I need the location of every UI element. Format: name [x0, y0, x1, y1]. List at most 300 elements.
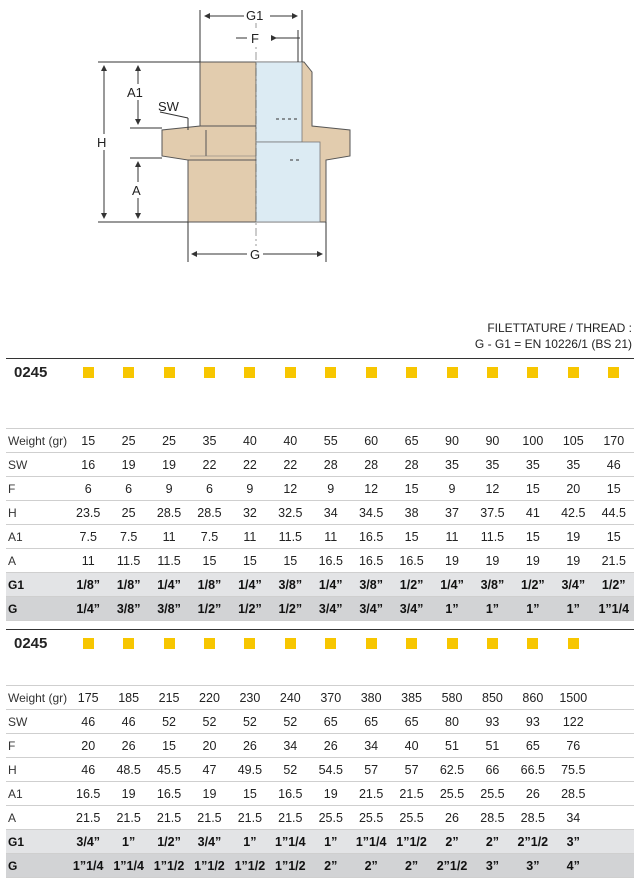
table-cell: 3/8”	[270, 573, 310, 597]
table-cell: 26	[108, 734, 148, 758]
table-cell: 47	[189, 758, 229, 782]
availability-marker	[527, 367, 538, 378]
table-row	[6, 830, 634, 854]
table-cell: 51	[472, 734, 512, 758]
table-cell: 25	[149, 429, 189, 453]
table-cell: 19	[108, 782, 148, 806]
code-row	[6, 360, 634, 384]
availability-marker	[366, 367, 377, 378]
table-cell: 16.5	[149, 782, 189, 806]
table-cell: 46	[108, 710, 148, 734]
table-cell: 90	[472, 429, 512, 453]
table-cell: 75.5	[553, 758, 593, 782]
table-cell: 1/2”	[593, 573, 634, 597]
empty-cell	[593, 854, 634, 878]
availability-cell	[472, 360, 512, 384]
dimension-table-1	[6, 360, 634, 621]
availability-marker	[568, 367, 579, 378]
table-cell: 12	[351, 477, 391, 501]
availability-cell	[351, 360, 391, 384]
table-cell: 6	[68, 477, 108, 501]
table-row	[6, 429, 634, 453]
table-cell: 15	[391, 477, 431, 501]
table-cell: 3/8”	[472, 573, 512, 597]
table-cell: 1”1/4	[270, 830, 310, 854]
availability-marker	[568, 638, 579, 649]
availability-marker	[487, 638, 498, 649]
table-cell: 16.5	[351, 549, 391, 573]
table-cell: 26	[513, 782, 553, 806]
row-label: SW	[6, 710, 68, 734]
table-cell: 28.5	[189, 501, 229, 525]
empty-cell	[593, 830, 634, 854]
table-cell: 37	[432, 501, 472, 525]
table-cell: 3/4”	[68, 830, 108, 854]
availability-cell	[68, 360, 108, 384]
table-cell: 11	[311, 525, 351, 549]
availability-cell	[149, 631, 189, 655]
thread-note	[475, 320, 632, 352]
table-cell: 66.5	[513, 758, 553, 782]
availability-marker	[608, 367, 619, 378]
table-row	[6, 477, 634, 501]
table-cell: 19	[149, 453, 189, 477]
table-row	[6, 501, 634, 525]
table-cell: 52	[270, 758, 310, 782]
dimension-table-2	[6, 631, 634, 878]
table-cell: 15	[189, 549, 229, 573]
availability-marker	[487, 367, 498, 378]
availability-marker	[406, 638, 417, 649]
table-cell: 15	[391, 525, 431, 549]
table-cell: 42.5	[553, 501, 593, 525]
row-label: H	[6, 758, 68, 782]
table-cell: 46	[68, 758, 108, 782]
table-cell: 40	[391, 734, 431, 758]
table-cell: 35	[553, 453, 593, 477]
availability-marker	[164, 367, 175, 378]
table-cell: 6	[108, 477, 148, 501]
table-cell: 1/8”	[108, 573, 148, 597]
table-cell: 35	[472, 453, 512, 477]
table-cell: 46	[68, 710, 108, 734]
dim-label-a: A	[132, 183, 141, 198]
table-cell: 19	[513, 549, 553, 573]
table-cell: 16.5	[270, 782, 310, 806]
availability-marker	[406, 367, 417, 378]
table-cell: 21.5	[230, 806, 270, 830]
spacer-cell	[6, 384, 634, 429]
availability-marker	[325, 367, 336, 378]
empty-cell	[593, 806, 634, 830]
availability-cell	[108, 631, 148, 655]
table-cell: 15	[593, 525, 634, 549]
table-cell: 20	[189, 734, 229, 758]
table-cell: 21.5	[270, 806, 310, 830]
table-cell: 38	[391, 501, 431, 525]
table-cell: 22	[270, 453, 310, 477]
table-cell: 1”	[230, 830, 270, 854]
table-cell: 175	[68, 686, 108, 710]
table-cell: 3/8”	[108, 597, 148, 621]
table-cell: 57	[351, 758, 391, 782]
table-cell: 52	[149, 710, 189, 734]
table-cell: 1/4”	[68, 597, 108, 621]
table-cell: 25.5	[472, 782, 512, 806]
availability-marker	[366, 638, 377, 649]
table-cell: 11.5	[270, 525, 310, 549]
table-cell: 122	[553, 710, 593, 734]
availability-cell	[472, 631, 512, 655]
table-cell: 40	[230, 429, 270, 453]
table-cell: 65	[391, 710, 431, 734]
table-cell: 1”1/2	[149, 854, 189, 878]
table-cell: 22	[189, 453, 229, 477]
availability-cell	[432, 631, 472, 655]
availability-cell	[553, 631, 593, 655]
table-row	[6, 453, 634, 477]
table-cell: 62.5	[432, 758, 472, 782]
empty-cell	[593, 782, 634, 806]
availability-marker	[325, 638, 336, 649]
availability-cell	[270, 360, 310, 384]
table-cell: 34	[270, 734, 310, 758]
table-cell: 185	[108, 686, 148, 710]
table-cell: 80	[432, 710, 472, 734]
availability-cell	[593, 360, 634, 384]
table-cell: 1/8”	[189, 573, 229, 597]
table-cell: 28.5	[553, 782, 593, 806]
table-cell: 19	[553, 525, 593, 549]
availability-cell	[230, 631, 270, 655]
table-cell: 11	[68, 549, 108, 573]
table-cell: 3/4”	[189, 830, 229, 854]
table-cell: 1500	[553, 686, 593, 710]
availability-cell	[230, 360, 270, 384]
table-cell: 35	[432, 453, 472, 477]
table-cell: 32.5	[270, 501, 310, 525]
table-cell: 7.5	[189, 525, 229, 549]
table-cell: 11	[432, 525, 472, 549]
availability-cell	[189, 631, 229, 655]
table-cell: 66	[472, 758, 512, 782]
availability-marker	[447, 638, 458, 649]
table-cell: 28.5	[149, 501, 189, 525]
table-cell: 1”	[108, 830, 148, 854]
table-cell: 21.5	[68, 806, 108, 830]
row-label: A	[6, 806, 68, 830]
table-cell: 26	[230, 734, 270, 758]
empty-cell	[593, 686, 634, 710]
availability-marker	[123, 638, 134, 649]
table-cell: 40	[270, 429, 310, 453]
table-cell: 25	[108, 501, 148, 525]
availability-marker	[285, 367, 296, 378]
table-cell: 34.5	[351, 501, 391, 525]
table-cell: 34	[351, 734, 391, 758]
table-cell: 21.5	[149, 806, 189, 830]
table-cell: 57	[391, 758, 431, 782]
code-row	[6, 631, 634, 655]
table-cell: 3/4”	[391, 597, 431, 621]
table-cell: 9	[230, 477, 270, 501]
table-cell: 28.5	[513, 806, 553, 830]
table-cell: 220	[189, 686, 229, 710]
table-cell: 19	[432, 549, 472, 573]
table-cell: 41	[513, 501, 553, 525]
table-cell: 49.5	[230, 758, 270, 782]
row-label: Weight (gr)	[6, 686, 68, 710]
table-cell: 19	[472, 549, 512, 573]
table-cell: 15	[230, 549, 270, 573]
table-cell: 380	[351, 686, 391, 710]
table-cell: 100	[513, 429, 553, 453]
table-row	[6, 573, 634, 597]
table-cell: 2”	[472, 830, 512, 854]
table-cell: 28	[311, 453, 351, 477]
table-cell: 25.5	[351, 806, 391, 830]
spacer-row	[6, 384, 634, 429]
table-cell: 7.5	[108, 525, 148, 549]
dim-label-g1: G1	[246, 8, 264, 23]
empty-cell	[593, 734, 634, 758]
table-cell: 90	[432, 429, 472, 453]
table2-top-rule	[6, 629, 634, 630]
table-cell: 15	[149, 734, 189, 758]
table-cell: 3/8”	[149, 597, 189, 621]
table-cell: 1”	[553, 597, 593, 621]
table-cell: 3”	[553, 830, 593, 854]
empty-cell	[593, 710, 634, 734]
table-cell: 45.5	[149, 758, 189, 782]
availability-marker	[244, 367, 255, 378]
table-cell: 52	[270, 710, 310, 734]
table-cell: 3”	[472, 854, 512, 878]
table-cell: 1”1/4	[351, 830, 391, 854]
table-cell: 65	[311, 710, 351, 734]
row-label: A1	[6, 525, 68, 549]
table-cell: 370	[311, 686, 351, 710]
table-cell: 65	[391, 429, 431, 453]
dim-label-f: F	[251, 31, 259, 46]
availability-cell	[311, 631, 351, 655]
table-cell: 1/4”	[311, 573, 351, 597]
table-row	[6, 806, 634, 830]
table-cell: 3”	[513, 854, 553, 878]
dim-label-a1: A1	[127, 85, 143, 100]
availability-marker	[83, 638, 94, 649]
table-cell: 11.5	[149, 549, 189, 573]
availability-cell	[108, 360, 148, 384]
table-row	[6, 782, 634, 806]
table-cell: 1/2”	[230, 597, 270, 621]
table-cell: 16.5	[68, 782, 108, 806]
empty-cell	[593, 758, 634, 782]
table-cell: 21.5	[351, 782, 391, 806]
table-cell: 2”	[311, 854, 351, 878]
table-cell: 9	[311, 477, 351, 501]
availability-marker	[244, 638, 255, 649]
table-cell: 1”1/4	[593, 597, 634, 621]
dim-label-h: H	[97, 135, 107, 150]
table-cell: 12	[472, 477, 512, 501]
table-cell: 15	[513, 477, 553, 501]
table-cell: 1”1/2	[230, 854, 270, 878]
table-cell: 1”1/4	[68, 854, 108, 878]
table-cell: 34	[311, 501, 351, 525]
row-label: Weight (gr)	[6, 429, 68, 453]
table-cell: 25	[108, 429, 148, 453]
table-row	[6, 710, 634, 734]
table-cell: 1/4”	[432, 573, 472, 597]
availability-cell	[189, 360, 229, 384]
table-cell: 65	[513, 734, 553, 758]
availability-cell	[270, 631, 310, 655]
table-cell: 28	[351, 453, 391, 477]
availability-cell	[513, 360, 553, 384]
table-cell: 1/4”	[230, 573, 270, 597]
spacer-cell	[6, 655, 634, 686]
table-cell: 44.5	[593, 501, 634, 525]
table-cell: 2”1/2	[513, 830, 553, 854]
table-cell: 9	[432, 477, 472, 501]
availability-cell	[68, 631, 108, 655]
table-cell: 52	[189, 710, 229, 734]
table-cell: 1/2”	[189, 597, 229, 621]
table-cell: 6	[189, 477, 229, 501]
table-cell: 2”	[391, 854, 431, 878]
table-cell: 1/2”	[149, 830, 189, 854]
table-cell: 55	[311, 429, 351, 453]
availability-cell	[553, 360, 593, 384]
table-row	[6, 686, 634, 710]
table-cell: 1”1/2	[391, 830, 431, 854]
table-cell: 1”	[472, 597, 512, 621]
table-cell: 34	[553, 806, 593, 830]
table-cell: 215	[149, 686, 189, 710]
table-cell: 15	[593, 477, 634, 501]
table-cell: 7.5	[68, 525, 108, 549]
table-cell: 19	[189, 782, 229, 806]
table-cell: 19	[311, 782, 351, 806]
row-label: G	[6, 854, 68, 878]
availability-marker	[204, 367, 215, 378]
table-cell: 16.5	[351, 525, 391, 549]
table-cell: 16.5	[391, 549, 431, 573]
table-cell: 3/4”	[311, 597, 351, 621]
table-cell: 60	[351, 429, 391, 453]
table-cell: 35	[189, 429, 229, 453]
table-cell: 51	[432, 734, 472, 758]
table-cell: 1/8”	[68, 573, 108, 597]
table-cell: 22	[230, 453, 270, 477]
table1-top-rule	[6, 358, 634, 359]
table-cell: 1/2”	[391, 573, 431, 597]
table-cell: 1/2”	[270, 597, 310, 621]
table-cell: 16.5	[311, 549, 351, 573]
table-cell: 52	[230, 710, 270, 734]
table-cell: 35	[513, 453, 553, 477]
table-cell: 385	[391, 686, 431, 710]
table-cell: 105	[553, 429, 593, 453]
availability-marker	[527, 638, 538, 649]
table-cell: 16	[68, 453, 108, 477]
table-cell: 580	[432, 686, 472, 710]
availability-marker	[83, 367, 94, 378]
table-cell: 23.5	[68, 501, 108, 525]
availability-marker	[447, 367, 458, 378]
row-label: A1	[6, 782, 68, 806]
availability-cell	[149, 360, 189, 384]
table-cell: 2”1/2	[432, 854, 472, 878]
table-cell: 21.5	[391, 782, 431, 806]
table-cell: 20	[553, 477, 593, 501]
table-cell: 26	[432, 806, 472, 830]
table-cell: 1”	[432, 597, 472, 621]
table-cell: 25.5	[391, 806, 431, 830]
table-cell: 3/4”	[553, 573, 593, 597]
table-cell: 1/2”	[513, 573, 553, 597]
table-cell: 15	[68, 429, 108, 453]
availability-marker	[285, 638, 296, 649]
table-cell: 93	[513, 710, 553, 734]
table-cell: 240	[270, 686, 310, 710]
table-cell: 860	[513, 686, 553, 710]
table-cell: 850	[472, 686, 512, 710]
empty-cell	[593, 631, 634, 655]
table-cell: 3/4”	[351, 597, 391, 621]
table-cell: 21.5	[593, 549, 634, 573]
fitting-drawing	[0, 0, 644, 300]
availability-cell	[391, 360, 431, 384]
table-cell: 2”	[432, 830, 472, 854]
table-cell: 1”1/4	[108, 854, 148, 878]
table-cell: 15	[270, 549, 310, 573]
article-code: 0245	[14, 363, 48, 381]
table-cell: 15	[230, 782, 270, 806]
table-cell: 11	[149, 525, 189, 549]
table-cell: 26	[311, 734, 351, 758]
table-row	[6, 549, 634, 573]
spacer-row	[6, 655, 634, 686]
table-row	[6, 758, 634, 782]
table-cell: 25.5	[311, 806, 351, 830]
row-label: F	[6, 734, 68, 758]
table-cell: 1”1/2	[270, 854, 310, 878]
table-cell: 54.5	[311, 758, 351, 782]
table-row	[6, 597, 634, 621]
table-cell: 76	[553, 734, 593, 758]
table-cell: 1”	[311, 830, 351, 854]
thread-note-title: FILETTATURE / THREAD :	[487, 321, 632, 335]
table-cell: 20	[68, 734, 108, 758]
table-cell: 28	[391, 453, 431, 477]
dim-label-g: G	[250, 247, 261, 262]
availability-marker	[164, 638, 175, 649]
table-cell: 11	[230, 525, 270, 549]
table-cell: 37.5	[472, 501, 512, 525]
table-cell: 230	[230, 686, 270, 710]
table-cell: 93	[472, 710, 512, 734]
fitting-body	[162, 20, 350, 250]
table-cell: 170	[593, 429, 634, 453]
availability-cell	[351, 631, 391, 655]
table-cell: 48.5	[108, 758, 148, 782]
table-cell: 46	[593, 453, 634, 477]
row-label: SW	[6, 453, 68, 477]
availability-cell	[391, 631, 431, 655]
availability-cell	[432, 360, 472, 384]
